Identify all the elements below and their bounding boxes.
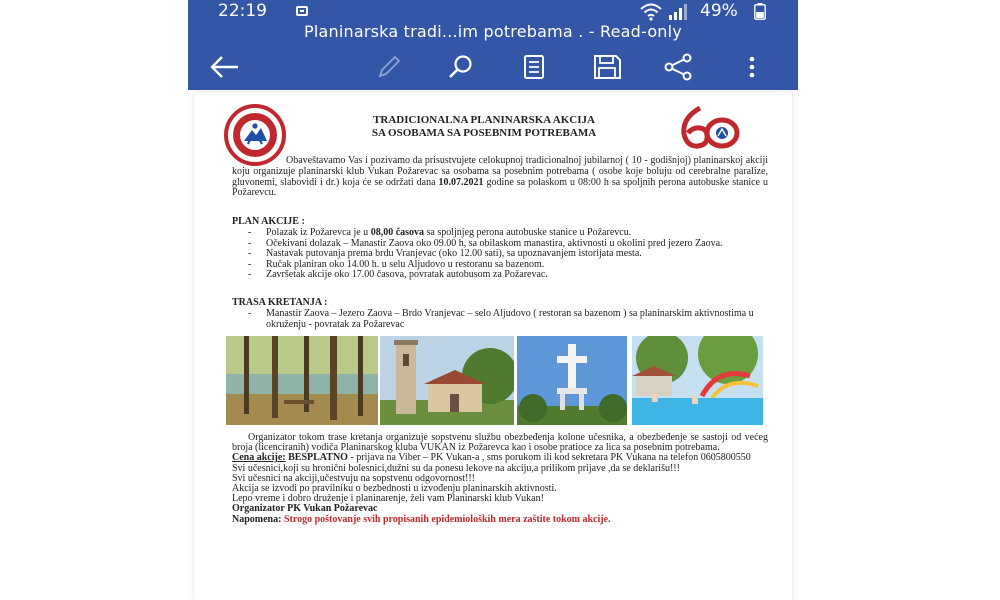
heading-line-2: SA OSOBAMA SA POSEBNIM POTREBAMA [371, 127, 597, 139]
signal-icon [668, 4, 688, 20]
plan-item [232, 228, 772, 239]
departure-time: 08,00 časova [370, 227, 425, 238]
reading-view-icon [517, 52, 551, 82]
price-label: Cena akcije: [232, 452, 286, 464]
rules-note: Akcija se izvodi po pravilniku o bezbednosti u izvođenju planinarskih aktivnosti. [232, 483, 557, 495]
heading-line-1: TRADICIONALNA PLANINARSKA AKCIJA [373, 114, 595, 126]
more-options-button[interactable] [735, 52, 769, 82]
note-line [232, 515, 768, 525]
route-list [232, 309, 772, 330]
note-label: Napomena: [232, 513, 282, 525]
share-button[interactable] [661, 52, 695, 82]
back-arrow-icon [208, 52, 242, 82]
document-page[interactable] [194, 92, 792, 600]
price-value: BESPLATNO [285, 452, 348, 464]
photo-vranjevac-cross [517, 336, 627, 425]
battery-percent: 49% [700, 1, 738, 21]
intro-paragraph [232, 156, 768, 199]
search-icon [444, 52, 478, 82]
wifi-icon [640, 3, 662, 21]
phone-screen [188, 0, 798, 600]
save-button[interactable] [590, 52, 624, 82]
notification-icon [296, 6, 308, 16]
save-icon [590, 52, 624, 82]
search-button[interactable] [444, 52, 478, 82]
edit-pencil-icon [372, 52, 406, 82]
intro-text-part1: Obaveštavamo Vas i pozivamo da prisustvujete celokupnoj tradicionalnoj jubilarnoj ( 10 - godišnjoj) planinarskoj akciji koju organizuje planinarski klub Vukan Požarevac sa osobama sa posebnim potrebama ( osobe koje boluju od cerebralne paralize, gluvonemi, slabovidi i dr.) koja će se održati dana [232, 155, 768, 188]
more-options-icon [735, 52, 769, 82]
plan-item: - Očekivani dolazak – Manastir Zaova oko 09.00 h, sa obilaskom manastira, aktivnosti u okolini pred jezero Zaova. [232, 239, 772, 250]
route-title: TRASA KRETANJA : [232, 297, 328, 308]
plan-list [232, 228, 772, 281]
responsibility-note: Svi učesnici na akciji,učestvuju na sopstvenu odgovornost!!! [232, 472, 476, 484]
chronic-illness-note: Svi učesnici,koji su hronični bolesnici,dužni su da ponesu lekove na akciju,a prilikom prijave ,da se deklarišu!!! [232, 462, 680, 474]
security-paragraph: Organizator tokom trase kretanja organizuje sopstvenu službu obezbeđenja kolone učesnika, a obezbeđenje se sastoji od većeg broja (licenciranih) vodiča Planinarskog kluba VUKAN iz Požarevca kao i osobe pratioce za lica sa posebnim potrebama. [232, 432, 768, 454]
share-icon [661, 52, 695, 82]
app-bar [188, 0, 798, 90]
plan-item-1-text-a: Polazak iz Požarevca je u [266, 227, 371, 238]
plan-item: - Nastavak putovanja prema brdu Vranjevac (oko 12.00 sati), sa upoznavanjem istorijata mesta. [232, 249, 772, 260]
status-bar [188, 0, 798, 24]
greeting-line: Lepo vreme i dobro druženje i planinarenje, želi vam Planinarski klub Vukan! [232, 493, 544, 505]
reading-view-button[interactable] [517, 52, 551, 82]
document-title: Planinarska tradi...im potrebama . - Read-only [304, 22, 682, 41]
back-button[interactable] [208, 52, 242, 82]
battery-icon [754, 3, 766, 20]
plan-item: - Završetak akcije oko 17.00 časova, povratak autobusom za Požarevac. [232, 270, 772, 281]
price-details: - prijava na Viber – PK Vukan-a , sms porukom ili kod sekretara PK Vukana na telefon 0605800550 [347, 452, 751, 464]
photo-monastery [380, 336, 514, 425]
plan-title: PLAN AKCIJE : [232, 216, 305, 227]
edit-button[interactable] [372, 52, 406, 82]
plan-item: - Ručak planiran oko 14.00 h. u selu Aljudovo u restoranu sa bazenom. [232, 260, 772, 271]
note-text: Strogo poštovanje svih propisanih epidemioloških mera zaštite tokom akcije. [281, 513, 611, 525]
plan-item-1-text-b: sa spoljnjeg perona autobuske stanice u Požarevcu. [424, 227, 632, 238]
photo-pool-restaurant [632, 336, 763, 425]
event-date: 10.07.2021 [438, 176, 484, 188]
organizer-signature: Organizator PK Vukan Požarevac [232, 503, 378, 515]
anniversary-60-logo [678, 104, 740, 150]
intro-text-part2: godine sa polaskom u 08:00 h sa spoljnih perona autobuske stanice u Požarevcu. [232, 176, 768, 199]
status-time: 22:19 [218, 1, 267, 21]
document-heading [304, 114, 664, 140]
photo-lake-forest [226, 336, 378, 425]
details-section [232, 433, 768, 525]
route-item: - Manastir Zaova – Jezero Zaova – Brdo Vranjevac – selo Aljudovo ( restoran sa bazenom ) sa planinarskim aktivnostima u okruženju - povratak za Požarevac [232, 309, 772, 330]
